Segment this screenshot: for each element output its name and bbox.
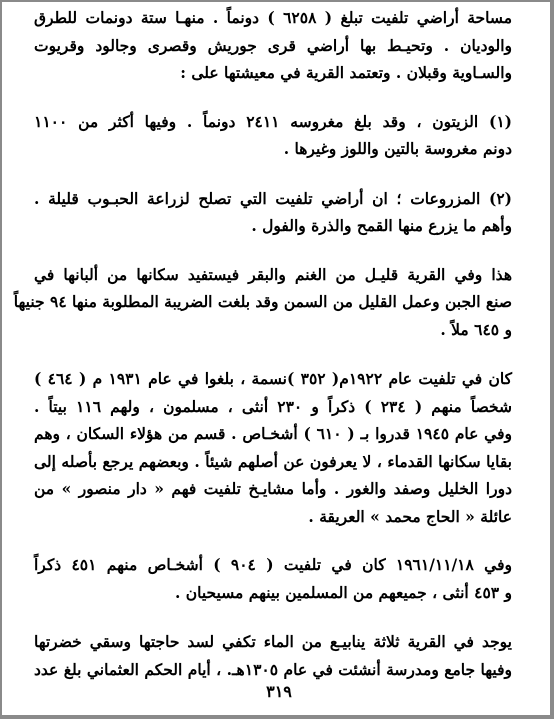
text-line: وفي ١٩٦١/١١/١٨ كان في تلفيت ( ٩٠٤ ) أشخـاص منهم ٤٥١ ذكراً xyxy=(34,555,512,574)
text-line: (١) الزيتون ، وقد بلغ مغروسه ٢٤١١ دونماً . وفيها أكثر من ١١٠٠ xyxy=(34,111,512,131)
page-number: ٣١٩ xyxy=(266,682,292,701)
text-line: وفيها جامع ومدرسة أنشئت في عام ١٣٠٥هـ. ، أيام الحكم العثماني بلغ عدد xyxy=(34,659,512,679)
paragraph-livestock xyxy=(13,261,512,344)
paragraph-springs xyxy=(34,628,512,683)
text-line: والوديان . وتحيـط بها أراضي قرى جوريش وقصرى وجالود وقريوت xyxy=(34,35,512,55)
text-line: هذا وفي القرية قليـل من الغنم والبقر فيستفيد سكانها من ألبانها في xyxy=(34,264,512,284)
text-line: بقايا سكانها القدماء ، لا يعرفون عن أصلهم شيئاً . وبعضهم يرجع بأصله إلى xyxy=(34,451,512,471)
text-line: عائلة « الحاج محمد » العريقة . xyxy=(308,506,512,526)
text-line: شخصاً منهم ( ٢٣٤ ) ذكراً و ٢٣٠ أنثى ، مسلمون ، ولهم ١١٦ بيتاً . xyxy=(34,396,513,416)
paragraph-olives xyxy=(34,108,512,163)
text-line: يوجد في القرية ثلاثة ينابيـع من الماء تكفي لسد حاجتها وسقي خضرتها xyxy=(34,632,512,651)
paragraph-population-history xyxy=(34,365,512,530)
text-line: و ٤٥٣ أنثى ، جميعهم من المسلمين بينهم مسيحيان . xyxy=(174,582,512,602)
paragraph-population-1961 xyxy=(34,551,512,606)
text-line: (٢) المزروعات ؛ ان أراضي تلفيت التي تصلح لزراعة الحبـوب قليلة . xyxy=(34,188,512,208)
paragraph-area xyxy=(34,4,512,87)
text-line: دورا الخليل وصفد والغور . وأما مشايـخ تلفيت فهم « دار منصور » من xyxy=(34,479,512,498)
paragraph-crops xyxy=(34,185,512,240)
text-line: صنع الجبن وعمل القليل من السمن وقد بلغت الضريبة المطلوبة منها ٩٤ جنيهاً xyxy=(13,292,512,311)
text-line: مساحة أراضي تلفيت تبلغ ( ٦٢٥٨ ) دونماً . منهـا ستة دونمات للطرق xyxy=(34,8,512,27)
text-line: وأهم ما يزرع منها القمح والذرة والفول . xyxy=(251,216,512,235)
text-line: كان في تلفيت عام ١٩٢٢م( ٣٥٢ )نسمة ، بلغوا في عام ١٩٣١ م ( ٤٦٤ ) xyxy=(34,369,513,388)
text-line: دونم مغروسة بالتين واللوز وغيرها . xyxy=(283,139,512,158)
text-line: وفي عام ١٩٤٥ قدروا بـ ( ٦١٠ ) أشخـاص . قسم من هؤلاء السكان ، وهم xyxy=(34,424,512,443)
text-line: والسـاوية وقبلان . وتعتمد القرية في معيشتها على : xyxy=(180,63,512,82)
text-line: و ٦٤٥ ملاً . xyxy=(440,319,512,339)
document-page xyxy=(13,4,513,683)
